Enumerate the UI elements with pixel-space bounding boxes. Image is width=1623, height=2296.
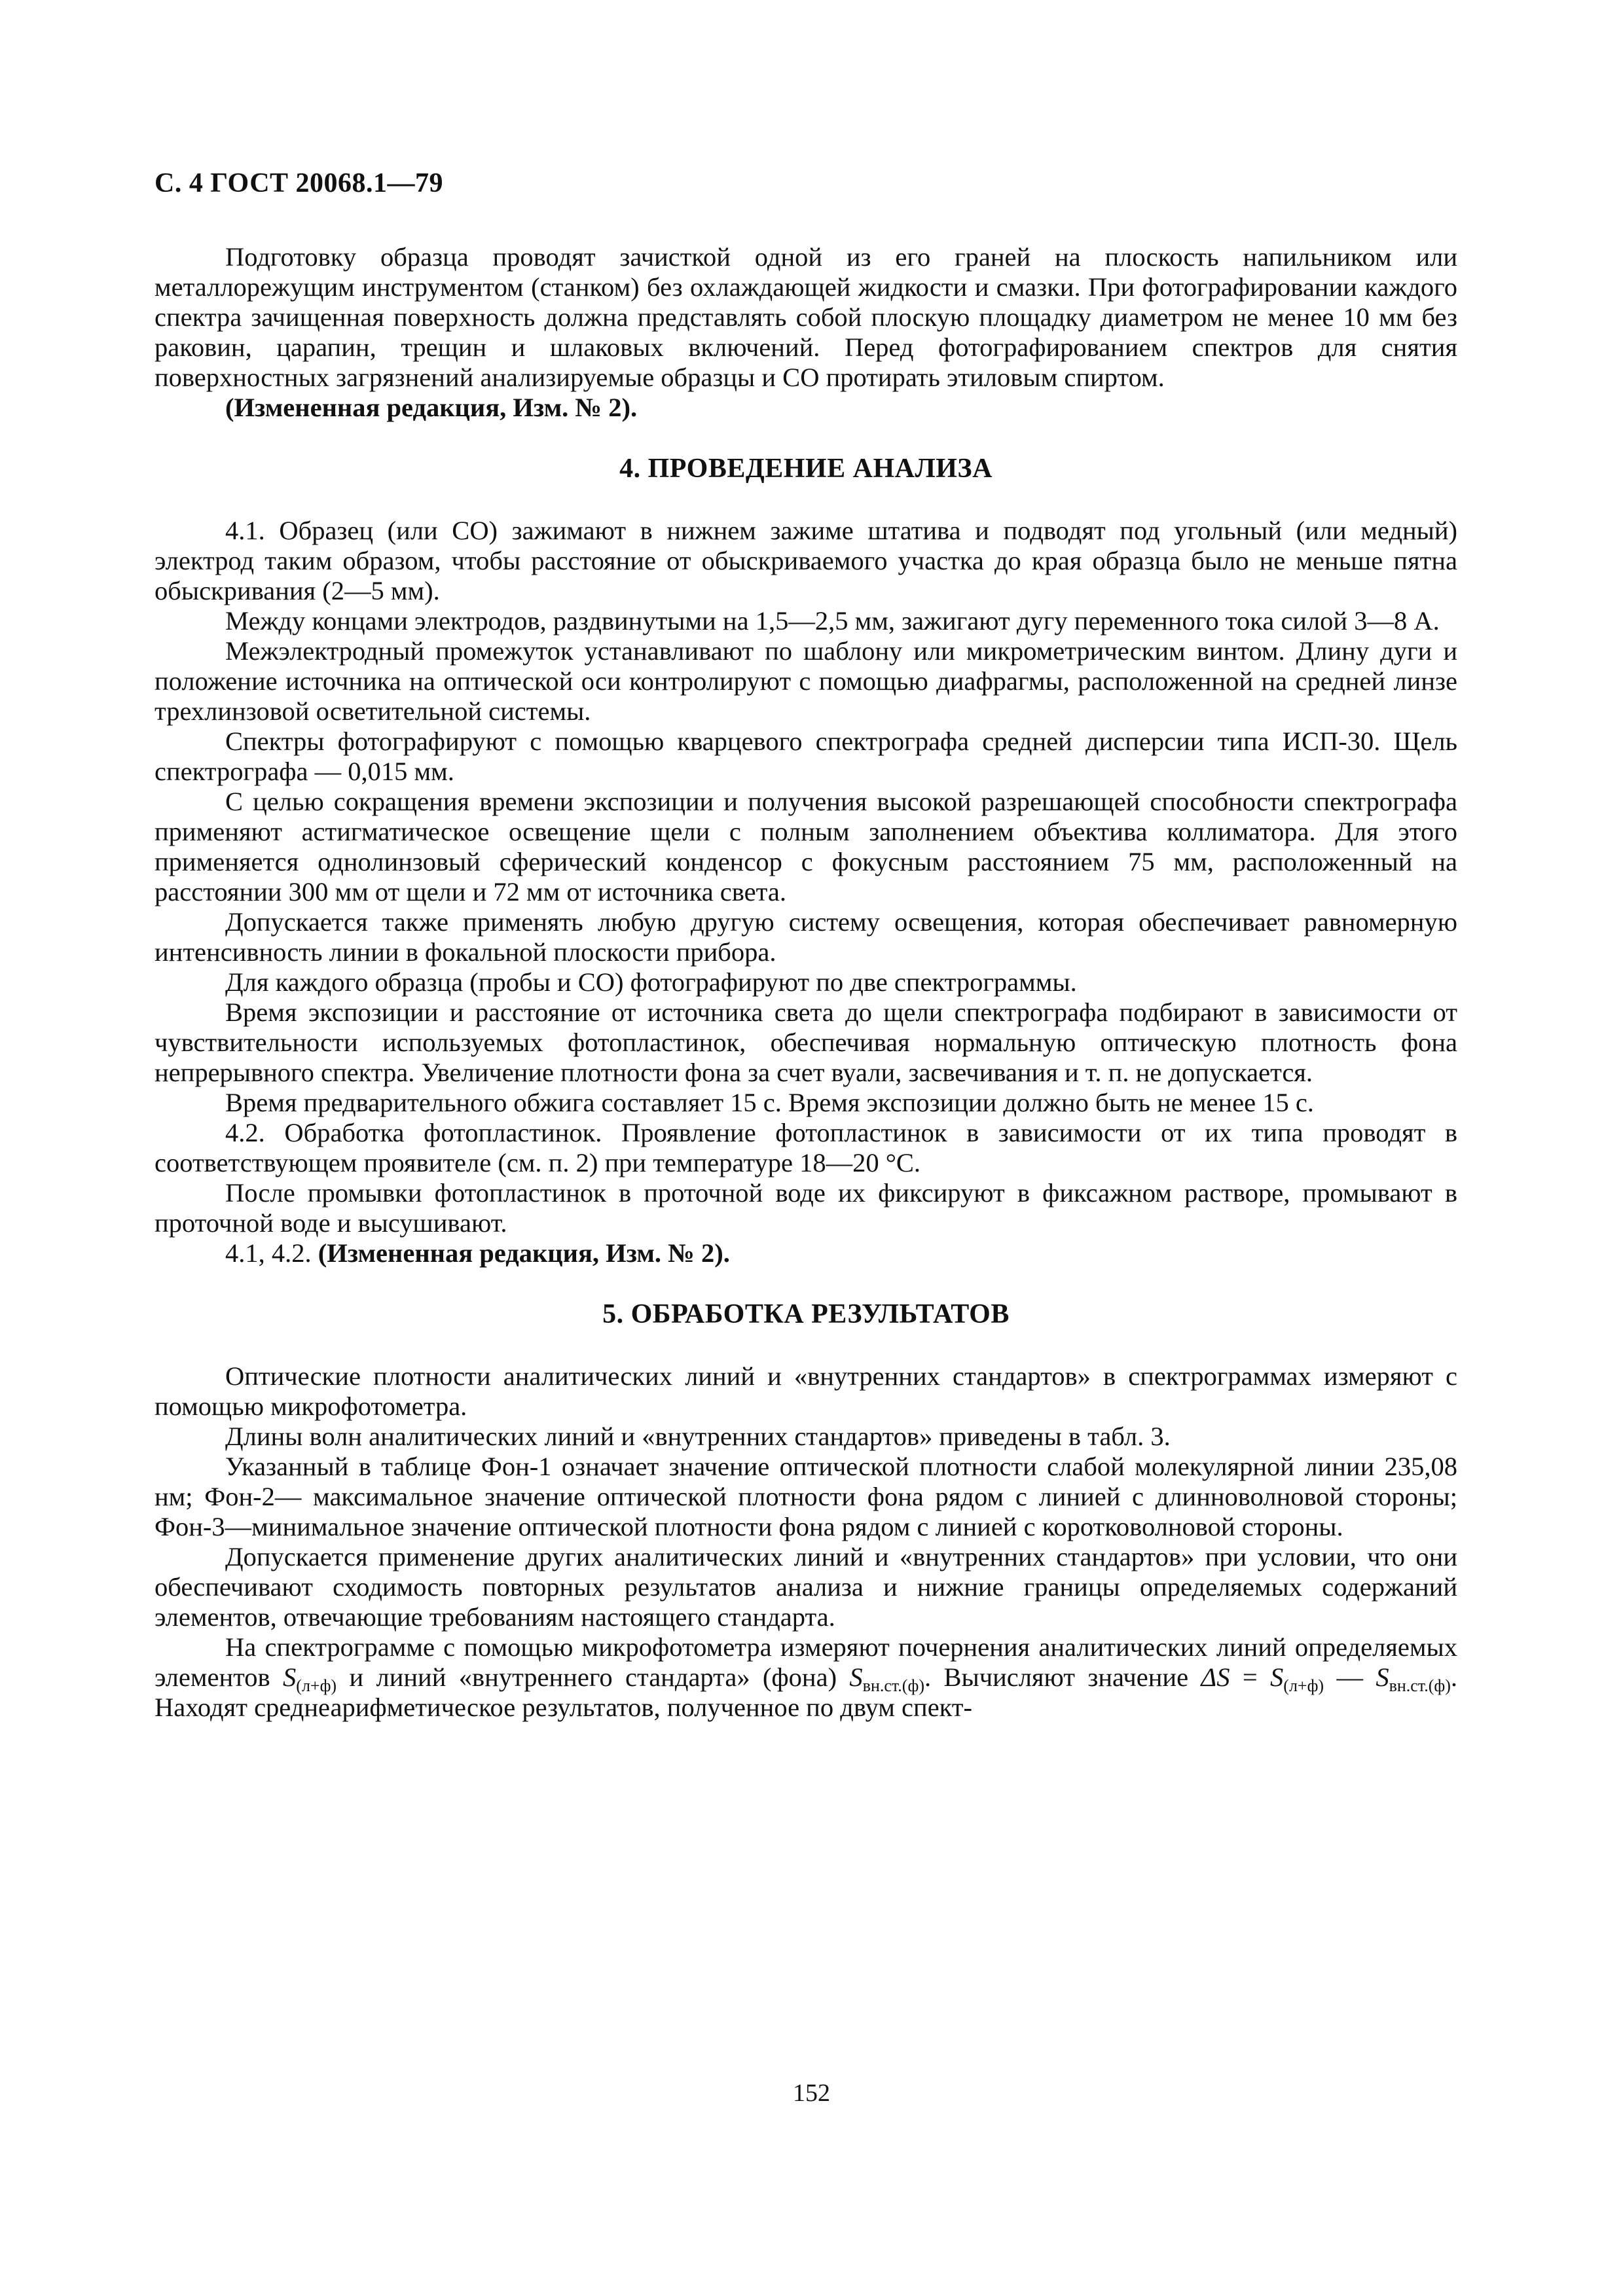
section-4-heading: 4. ПРОВЕДЕНИЕ АНАЛИЗА xyxy=(619,454,993,484)
formula-paragraph xyxy=(155,1632,1457,1723)
section-5-heading: 5. ОБРАБОТКА РЕЗУЛЬТАТОВ xyxy=(602,1299,1010,1329)
subscript: (л+ф) xyxy=(296,1676,337,1695)
text-run: = xyxy=(1230,1662,1271,1692)
symbol-s: S xyxy=(283,1662,297,1692)
amendment-note: (Измененная редакция, Изм. № 2). xyxy=(225,393,638,422)
paragraph: Время предварительного обжига составляет 15 с. Время экспозиции должно быть не менее 15 с. xyxy=(225,1088,1314,1117)
symbol-s: S xyxy=(849,1662,863,1692)
paragraph: После промывки фотопластинок в проточной воде их фиксируют в фиксажном растворе, промывают в проточной воде и высушивают. xyxy=(155,1178,1457,1238)
paragraph: Между концами электродов, раздвинутыми на 1,5—2,5 мм, зажигают дугу переменного тока силой 3—8 А. xyxy=(225,606,1440,636)
text-run: . Вычисляют значение xyxy=(924,1662,1201,1692)
amendment-text: (Измененная редакция, Изм. № 2). xyxy=(318,1238,730,1268)
paragraph: Спектры фотографируют с помощью кварцевого спектрографа средней дисперсии типа ИСП-30. Щель спектрографа — 0,015 мм. xyxy=(155,726,1457,786)
symbol-delta-s: ΔS xyxy=(1201,1662,1230,1692)
text-run: — xyxy=(1324,1662,1376,1692)
text-run: и линий «внутреннего стандарта» (фона) xyxy=(337,1662,850,1692)
paragraph: Время экспозиции и расстояние от источника света до щели спектрографа подбирают в зависимости от чувствительности используемых фотопластинок, обеспечивая нормальную оптическую плотность фона непрерывного спектра. Увеличение плотности фона за счет вуали, засвечивания и т. п. не допускается. xyxy=(155,997,1457,1087)
paragraph: Длины волн аналитических линий и «внутренних стандартов» приведены в табл. 3. xyxy=(225,1422,1171,1451)
paragraph: Допускается также применять любую другую систему освещения, которая обеспечивает равномерную интенсивность линии в фокальной плоскости прибора. xyxy=(155,907,1457,967)
subscript: (л+ф) xyxy=(1283,1676,1324,1695)
amendment-note xyxy=(155,1238,1457,1268)
symbol-s: S xyxy=(1270,1662,1284,1692)
paragraph: Для каждого образца (пробы и СО) фотографируют по две спектрограммы. xyxy=(225,967,1077,997)
subscript: вн.ст.(ф) xyxy=(862,1676,924,1695)
running-head: С. 4 ГОСТ 20068.1—79 xyxy=(155,168,444,198)
page-number: 152 xyxy=(793,2079,830,2107)
page-body xyxy=(155,242,1457,1723)
subscript: вн.ст.(ф) xyxy=(1389,1676,1451,1695)
paragraph: Оптические плотности аналитических линий и «внутренних стандартов» в спектрограммах измеряют с помощью микрофотометра. xyxy=(155,1361,1457,1421)
text-run: На спектрограмме с помощью микрофотометра измеряют почернения аналитических линий определяемых элементов xyxy=(155,1632,1457,1692)
paragraph: Указанный в таблице Фон-1 означает значение оптической плотности слабой молекулярной линии 235,08 нм; Фон-2— максимальное значение оптической плотности фона рядом с линией с длинноволновой стороны; Фон-3—минимальное значение оптической плотности фона рядом с линией с коротковолновой стороны. xyxy=(155,1452,1457,1541)
paragraph: С целью сокращения времени экспозиции и получения высокой разрешающей способности спектрографа применяют астигматическое освещение щели с полным заполнением объектива коллиматора. Для этого применяется однолинзовый сферический конденсор с фокусным расстоянием 75 мм, расположенный на расстоянии 300 мм от щели и 72 мм от источника света. xyxy=(155,787,1457,906)
paragraph: Подготовку образца проводят зачисткой одной из его граней на плоскость напильником или металлорежущим инструментом (станком) без охлаждающей жидкости и смазки. При фотографировании каждого спектра зачищенная поверхность должна представлять собой плоскую площадку диаметром не менее 10 мм без раковин, царапин, трещин и шлаковых включений. Перед фотографированием спектров для снятия поверхностных загрязнений анализируемые образцы и СО протирать этиловым спиртом. xyxy=(155,242,1457,392)
symbol-s: S xyxy=(1376,1662,1389,1692)
text-run: . Находят среднеарифметическое результатов, полученное по двум спект- xyxy=(155,1662,1458,1722)
amendment-clauses: 4.1, 4.2. xyxy=(225,1238,318,1268)
paragraph: Межэлектродный промежуток устанавливают по шаблону или микрометрическим винтом. Длину дуги и положение источника на оптической оси контролируют с помощью диафрагмы, расположенной на средней линзе трехлинзовой осветительной системы. xyxy=(155,636,1457,726)
paragraph: 4.2. Обработка фотопластинок. Проявление фотопластинок в зависимости от их типа проводят в соответствующем проявителе (см. п. 2) при температуре 18—20 °С. xyxy=(155,1118,1457,1177)
paragraph: 4.1. Образец (или СО) зажимают в нижнем зажиме штатива и подводят под угольный (или медный) электрод таким образом, чтобы расстояние от обыскриваемого участка до края образца было не меньше пятна обыскривания (2—5 мм). xyxy=(155,516,1457,605)
paragraph: Допускается применение других аналитических линий и «внутренних стандартов» при условии, что они обеспечивают сходимость повторных результатов анализа и нижние границы определяемых содержаний элементов, отвечающие требованиям настоящего стандарта. xyxy=(155,1542,1457,1632)
